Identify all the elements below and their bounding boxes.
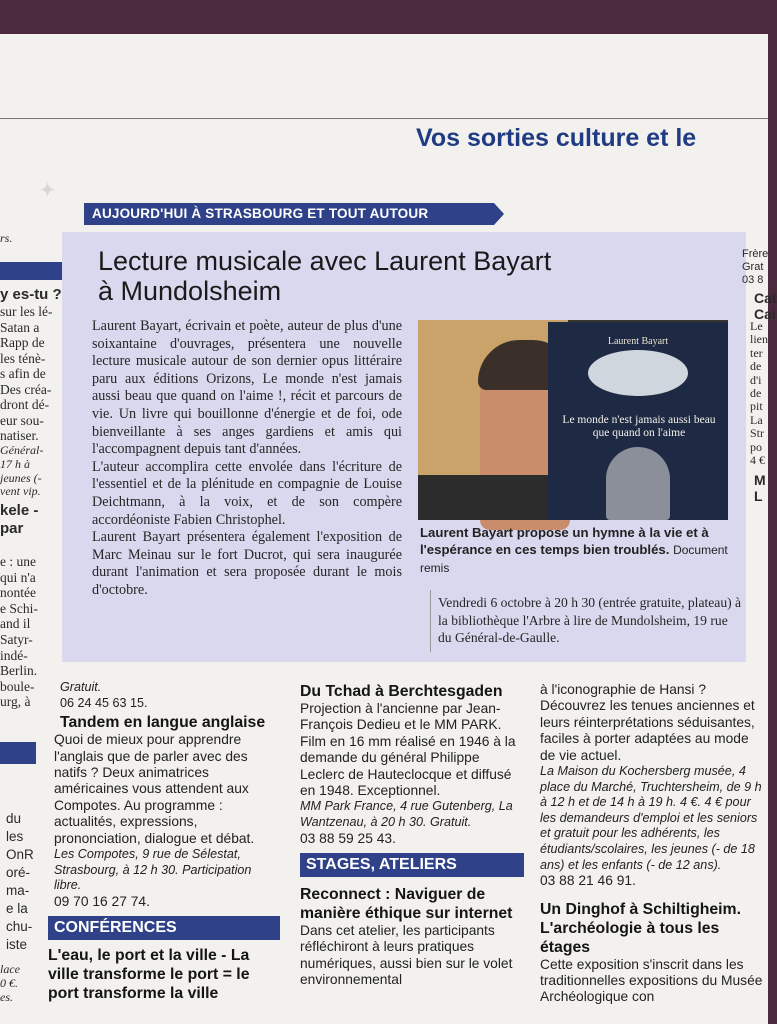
article-body: [92, 318, 402, 600]
left-edge-text-4: lace 0 €. es.: [0, 962, 20, 1004]
col1-address: Les Compotes, 9 rue de Sélestat, Strasbourg, à 12 h 30. Participation libre.: [54, 847, 252, 893]
col3-next-text: Cette exposition s'inscrit dans les traditionnelles expositions du Musée Archéologique con: [540, 956, 763, 1005]
column-2: [300, 682, 524, 989]
right-edge-text-2: Le lien ter de d'i de pit La Str po 4 €: [750, 319, 768, 468]
headline-line-1: Lecture musicale avec Laurent Bayart: [98, 246, 552, 276]
left-edge-title-1: y es-tu ?: [0, 286, 62, 303]
article-headline: [98, 246, 658, 306]
header-rule: [0, 118, 768, 119]
left-edge-text-2: e : une qui n'a nontée e Schi- and il Satyr- indé- Berlin. boule- urg, à: [0, 554, 38, 710]
left-edge-italic-1: Général- 17 h à jeunes (- vent vip.: [0, 443, 44, 499]
col1-title: Tandem en langue anglaise: [60, 714, 266, 732]
col1-phone-top: 06 24 45 63 15.: [60, 695, 148, 710]
col3-address: La Maison du Kochersberg musée, 4 place du Marché, Truchtersheim, de 9 h à 12 h et de 14 h à 19 h. 4 €. 4 € pour les demandeurs d'emploi et les seniors et gratuit pour les adhérents, les étudiants/scolaires, les jeunes (- de 18 ans) et les enfants (- de 12 ans).: [540, 764, 762, 872]
left-edge-text-1: sur les lé- Satan a Rapp de les ténè- s afin de Des créa- dront dé- eur sou- natiser.: [0, 304, 53, 443]
left-edge-bar-2: [0, 742, 36, 764]
col3-text: à l'iconographie de Hansi ? Découvrez les tenues anciennes et leurs réinterprétations séduisantes, faciles à porter adaptées au mode de vie actuel.: [540, 682, 755, 763]
col1-text: Quoi de mieux pour apprendre l'anglais que de parler avec des natifs ? Deux animatrices américaines vous attendent aux Compotes. Au programme : actualités, expressions, prononciation, dialogue et débat.: [54, 732, 255, 846]
left-edge-title-2: kele - par: [0, 502, 39, 537]
author-shirt: [418, 475, 568, 520]
section-conferences: CONFÉRENCES: [48, 916, 280, 940]
col2-phone: 03 88 59 25 43.: [300, 830, 396, 846]
headline-line-2: à Mundolsheim: [98, 276, 282, 306]
right-edge-title: Cat Cai: [754, 290, 777, 322]
col2-next-text: Dans cet atelier, les participants réfléchiront à leurs pratiques numériques, aussi bien sur le volet environnemental: [300, 923, 513, 988]
col2-title: Du Tchad à Berchtesgaden: [300, 683, 503, 700]
section-title: Vos sorties culture et le: [416, 124, 697, 152]
article-paragraph-1: Laurent Bayart, écrivain et poète, auteur de plus d'une soixantaine d'ouvrages, présentera une nouvelle lecture musicale autour de son dernier opus littéraire paru aux éditions Orizons, Le monde n'est jamais aussi beau que quand on l'aime !, récit et parcours de vie. Un livre qui bouillonne d'énergie et de foi, ode bienveillante à ses anges gardiens et amis qui l'accompagnent depuis tant d'années.: [92, 318, 402, 458]
col2-text: Projection à l'ancienne par Jean-François Dedieu et le MM PARK. Film en 16 mm réalisé en 1946 à la demande du général Philippe Leclerc de Hauteclocque et diffusé en 1948. Exceptionnel.: [300, 701, 516, 799]
book-cover-title: Le monde n'est jamais aussi beau que quand on l'aime: [562, 414, 716, 439]
section-stages-ateliers: STAGES, ATELIERS: [300, 853, 524, 877]
book-cover-figure: [606, 447, 670, 520]
kicker-banner: AUJOURD'HUI À STRASBOURG ET TOUT AUTOUR: [84, 203, 494, 225]
article-photo: [418, 320, 728, 520]
article-paragraph-2: L'auteur accomplira cette envolée dans l'écriture de l'essentiel et de la plénitude en compagnie de Louise Deichtmann, à la voix, et de son compère accordéoniste Fabien Christophel.: [92, 458, 402, 528]
col1-price: Gratuit.: [60, 680, 102, 694]
right-edge-text-1: Frère Grat 03 8: [742, 248, 769, 286]
article-paragraph-3: Laurent Bayart présentera également l'exposition de Marc Meinau sur le fort Ducrot, qui sera inaugurée durant l'animation et sera proposée durant le mois d'octobre.: [92, 529, 402, 598]
caption-text: Laurent Bayart propose un hymne à la vie et à l'espérance en ces temps bien troublés.: [420, 525, 709, 557]
book-cover-lamp: [588, 350, 688, 396]
col1-phone: 09 70 16 27 74.: [54, 893, 150, 909]
left-edge-bar-1: [0, 262, 62, 280]
photo-caption: [420, 524, 740, 577]
col2-next-title: Reconnect : Naviguer de manière éthique sur internet: [300, 886, 513, 923]
column-3: [540, 682, 764, 1006]
bleed-through-text: ✦: [40, 180, 56, 200]
col3-next-title: Un Dinghof à Schiltigheim. L'archéologie à tous les étages: [540, 900, 741, 956]
col1-next-title: L'eau, le port et la ville - La ville transforme le port = le port transforme la ville: [48, 947, 250, 1003]
column-1: [48, 680, 280, 1003]
book-cover: [548, 322, 728, 520]
event-info: Vendredi 6 octobre à 20 h 30 (entrée gratuite, plateau) à la bibliothèque l'Arbre à lire de Mundolsheim, 19 rue du Général-de-Gaulle.: [438, 595, 742, 645]
right-edge-title-2: M L: [754, 472, 766, 504]
book-cover-author: Laurent Bayart: [607, 336, 669, 347]
left-edge-text-3: du les OnR oré- ma- e la chu- iste: [6, 811, 34, 952]
col3-phone: 03 88 21 46 91.: [540, 873, 636, 889]
col2-address: MM Park France, 4 rue Gutenberg, La Wantzenau, à 20 h 30. Gratuit.: [300, 799, 513, 830]
info-divider: [430, 590, 431, 652]
left-edge-top: rs.: [0, 231, 13, 245]
caption-credit: Document remis: [420, 543, 728, 575]
